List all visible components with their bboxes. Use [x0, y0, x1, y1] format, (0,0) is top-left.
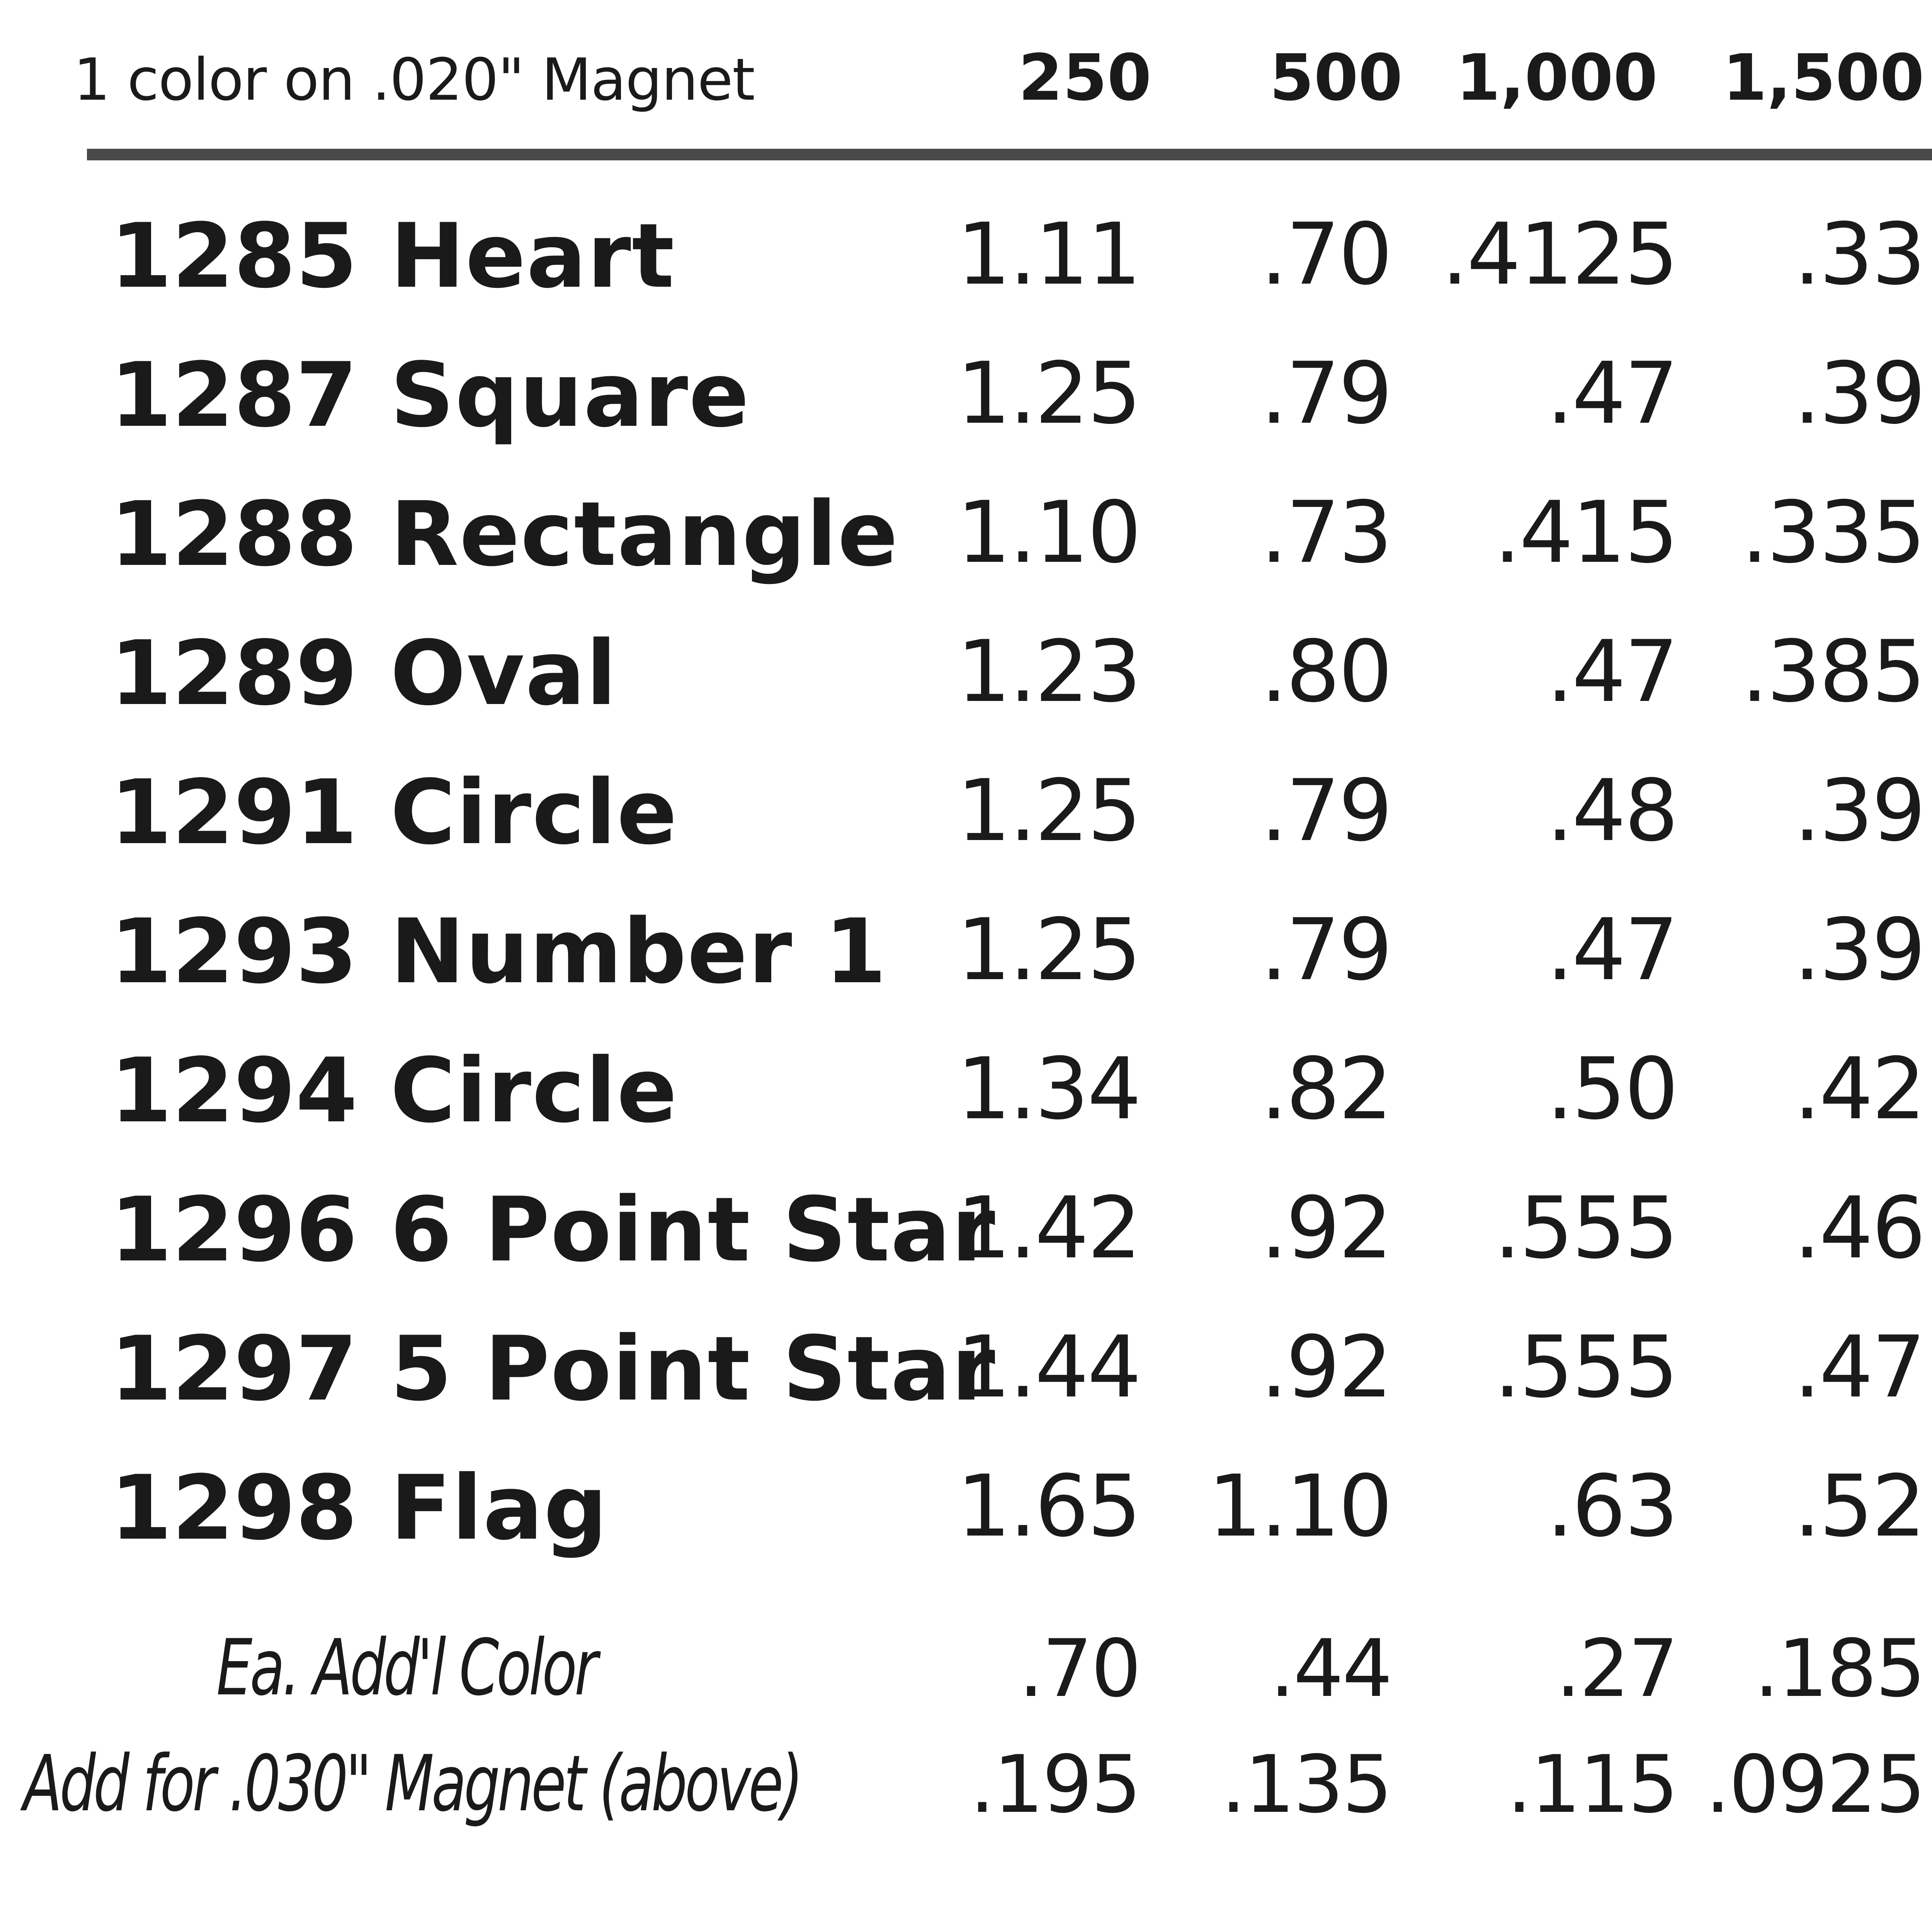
header-qty-250: 250 [1018, 41, 1151, 115]
price-cell-qty-1000: .48 [1546, 761, 1677, 860]
product-code: 1287 [110, 344, 358, 447]
header-qty-1000: 1,000 [1456, 41, 1658, 115]
price-cell-qty-250: 1.25 [957, 344, 1140, 443]
header-qty-500: 500 [1269, 41, 1403, 115]
table-row [0, 344, 1932, 460]
price-cell-qty-1000: .47 [1546, 622, 1677, 721]
extra-price-qty-500: .44 [1269, 1623, 1391, 1715]
product-name: Rectangle [390, 483, 899, 586]
extra-price-qty-500: .135 [1221, 1739, 1391, 1831]
extra-price-qty-1000: .27 [1555, 1623, 1677, 1715]
price-cell-qty-500: .70 [1260, 205, 1391, 304]
price-cell-qty-250: 1.65 [957, 1457, 1140, 1556]
extra-price-qty-1000: .115 [1507, 1739, 1677, 1831]
price-cell-qty-500: .92 [1260, 1179, 1391, 1277]
price-cell-qty-250: 1.11 [957, 205, 1140, 304]
product-name: Number 1 [390, 900, 888, 1003]
price-cell-qty-250: 1.42 [957, 1179, 1140, 1277]
price-cell-qty-250: 1.25 [957, 761, 1140, 860]
extra-price-qty-250: .70 [1018, 1623, 1140, 1715]
table-row [0, 205, 1932, 321]
product-name: 5 Point Star [390, 1318, 996, 1421]
table-row [0, 483, 1932, 599]
price-cell-qty-500: 1.10 [1208, 1457, 1391, 1556]
price-cell-qty-250: 1.10 [957, 483, 1140, 582]
product-name: Circle [390, 761, 678, 864]
product-code: 1293 [110, 900, 358, 1003]
price-cell-qty-1500: .47 [1794, 1318, 1924, 1417]
product-code: 1291 [110, 761, 358, 864]
price-cell-qty-250: 1.25 [957, 900, 1140, 999]
product-code: 1296 [110, 1179, 358, 1282]
price-cell-qty-1500: .33 [1794, 205, 1924, 304]
extra-charge-row [0, 1739, 1932, 1855]
price-cell-qty-1000: .47 [1546, 344, 1677, 443]
price-cell-qty-1500: .39 [1794, 344, 1924, 443]
extra-price-qty-1500: .185 [1754, 1623, 1924, 1715]
price-cell-qty-1500: .52 [1794, 1457, 1924, 1556]
price-cell-qty-1000: .555 [1494, 1179, 1677, 1277]
table-row [0, 900, 1932, 1016]
product-name: Square [390, 344, 750, 447]
price-cell-qty-500: .79 [1260, 900, 1391, 999]
table-row [0, 1457, 1932, 1573]
header-qty-1500: 1,500 [1723, 41, 1924, 115]
price-cell-qty-500: .80 [1260, 622, 1391, 721]
product-name: Oval [390, 622, 617, 725]
price-cell-qty-250: 1.23 [957, 622, 1140, 721]
price-cell-qty-1000: .415 [1494, 483, 1677, 582]
price-cell-qty-1500: .335 [1741, 483, 1924, 582]
extra-price-qty-250: .195 [969, 1739, 1140, 1831]
price-cell-qty-1000: .555 [1494, 1318, 1677, 1417]
extra-price-qty-1500: .0925 [1705, 1739, 1924, 1831]
product-code: 1297 [110, 1318, 358, 1421]
product-code: 1285 [110, 205, 358, 308]
table-row [0, 622, 1932, 738]
price-cell-qty-250: 1.34 [957, 1039, 1140, 1138]
extra-charge-label: Ea. Add'l Color [216, 1623, 595, 1713]
product-name: Circle [390, 1039, 678, 1143]
price-cell-qty-1000: .63 [1546, 1457, 1677, 1556]
product-code: 1298 [110, 1457, 358, 1560]
table-row [0, 1039, 1932, 1155]
price-cell-qty-1500: .39 [1794, 761, 1924, 860]
price-cell-qty-1000: .50 [1546, 1039, 1677, 1138]
price-cell-qty-500: .92 [1260, 1318, 1391, 1417]
table-row [0, 761, 1932, 877]
price-cell-qty-1000: .47 [1546, 900, 1677, 999]
header-title: 1 color on .020" Magnet [73, 46, 755, 114]
table-row [0, 1179, 1932, 1294]
product-name: Heart [390, 205, 675, 308]
price-cell-qty-500: .79 [1260, 344, 1391, 443]
product-code: 1288 [110, 483, 358, 586]
product-name: 6 Point Star [390, 1179, 996, 1282]
price-cell-qty-1000: .4125 [1441, 205, 1677, 304]
table-row [0, 1318, 1932, 1434]
price-cell-qty-1500: .42 [1794, 1039, 1924, 1138]
price-cell-qty-500: .79 [1260, 761, 1391, 860]
price-cell-qty-500: .82 [1260, 1039, 1391, 1138]
price-cell-qty-250: 1.44 [957, 1318, 1140, 1417]
extra-charge-label: Add for .030" Magnet (above) [23, 1739, 801, 1829]
price-cell-qty-1500: .385 [1741, 622, 1924, 721]
extra-charge-row [0, 1623, 1932, 1739]
price-cell-qty-500: .73 [1260, 483, 1391, 582]
header-divider [87, 149, 1932, 160]
product-code: 1294 [110, 1039, 358, 1143]
price-cell-qty-1500: .39 [1794, 900, 1924, 999]
product-name: Flag [390, 1457, 608, 1560]
product-code: 1289 [110, 622, 358, 725]
price-cell-qty-1500: .46 [1794, 1179, 1924, 1277]
